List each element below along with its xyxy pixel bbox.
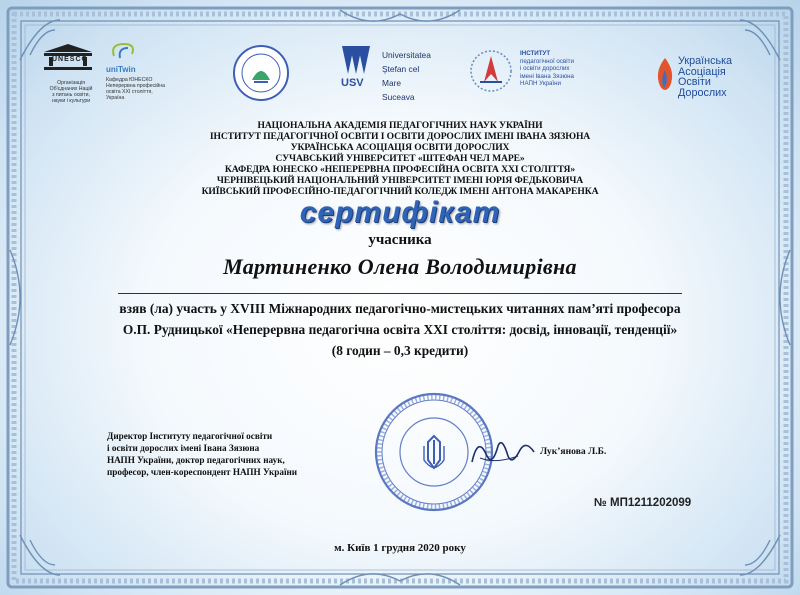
association-name [678,56,732,98]
caption-line: Кафедра ЮНЕСКО [106,77,153,83]
certificate-subtitle: учасника [368,232,432,248]
handwritten-signature-icon [468,432,538,472]
caption-line: Україна [106,95,125,101]
usv-abbr: USV [341,77,364,89]
unesco-word: UNESCO [52,56,88,63]
association-name-line: Освіти [678,76,711,89]
caption-line: з питань освіти, [52,92,90,98]
name-underline [118,293,682,294]
body-line: (8 годин – 0,3 кредити) [331,343,469,358]
certificate-number: № МП1211202099 [594,497,692,509]
association-name-line: Асоціація [678,65,726,78]
caption-line: Неперервна професійна [106,83,166,89]
org-line: СУЧАВСЬКИЙ УНІВЕРСИТЕТ «ШТЕФАН ЧЕЛ МАРЕ» [275,153,525,164]
org-line: НАЦІОНАЛЬНА АКАДЕМІЯ ПЕДАГОГІЧНИХ НАУК УКРАЇНИ [257,120,543,131]
caption-line: Об'єднаних Націй [49,86,93,92]
signatory-title-line: Директор Інституту педагогічної освіти [107,431,273,441]
org-line: КИЇВСЬКИЙ ПРОФЕСІЙНО-ПЕДАГОГІЧНИЙ КОЛЕДЖ ІМЕНІ АНТОНА МАКАРЕНКА [201,186,599,197]
signatory-title-line: НАПН України, доктор педагогічних наук, [107,455,285,465]
org-line: КАФЕДРА ЮНЕСКО «НЕПЕРЕРВНА ПРОФЕСІЙНА ОСВІТА XXI СТОЛІТТЯ» [224,164,576,175]
institute-name-line: і освіти дорослих [520,65,570,73]
unitwin-word: uniTwin [106,65,136,74]
institute-emblem-icon [468,48,514,94]
association-logo [652,56,762,106]
institute-name-line: імені Івана Зязюна [520,72,574,80]
usv-name [382,48,432,104]
signatory-title-line: і освіти дорослих імені Івана Зязюна [107,443,260,453]
org-line: УКРАЇНСЬКА АСОЦІАЦІЯ ОСВІТИ ДОРОСЛИХ [290,142,510,153]
institute-name-line: ІНСТИТУТ [520,50,551,57]
usv-name-line: Ştefan cel Mare [382,64,420,88]
org-line: ЧЕРНІВЕЦЬКИЙ НАЦІОНАЛЬНИЙ УНІВЕРСИТЕТ ІМЕНІ ЮРІЯ ФЕДЬКОВИЧА [216,175,584,186]
association-name-line: Українська [678,55,733,67]
signatory-name: Лук’янова Л.Б. [540,446,607,457]
certificate-title: сертифікат [299,196,501,229]
institute-logo [468,48,598,104]
association-flame-icon [652,56,678,96]
signatory-title-line: професор, член-кореспондент НАПН України [107,467,298,477]
usv-name-line: Universitatea [382,50,431,60]
usv-logo [336,44,432,104]
usv-name-line: Suceava [382,92,415,102]
unitwin-logo [106,40,168,101]
recipient-name: Мартиненко Олена Володимирівна [223,254,577,279]
unitwin-caption [106,77,168,101]
institute-name-line: педагогічної освіти [520,57,574,65]
caption-line: Організація [57,80,85,86]
org-line: ІНСТИТУТ ПЕДАГОГІЧНОЇ ОСВІТИ І ОСВІТИ ДОРОСЛИХ ІМЕНІ ІВАНА ЗЯЗЮНА [209,131,591,142]
place-and-date: м. Київ 1 грудня 2020 року [334,542,466,554]
institute-name [520,50,574,88]
unesco-logo [40,42,100,104]
unesco-caption [40,80,102,104]
caption-line: освіта XXI століття, [106,89,153,95]
caption-line: науки і культури [51,98,91,104]
unitwin-swirl-icon [106,40,142,60]
college-emblem-icon [232,44,290,102]
body-line: О.П. Рудницької «Неперервна педагогічна освіта ХХІ століття: досвід, інновації, тенденції» [122,322,678,337]
body-line: взяв (ла) участь у XVIII Міжнародних педагогічно-мистецьких читаннях пам’яті професора [119,301,681,316]
institute-name-line: НАПН України [520,80,561,88]
association-name-line: Дорослих [678,86,727,99]
